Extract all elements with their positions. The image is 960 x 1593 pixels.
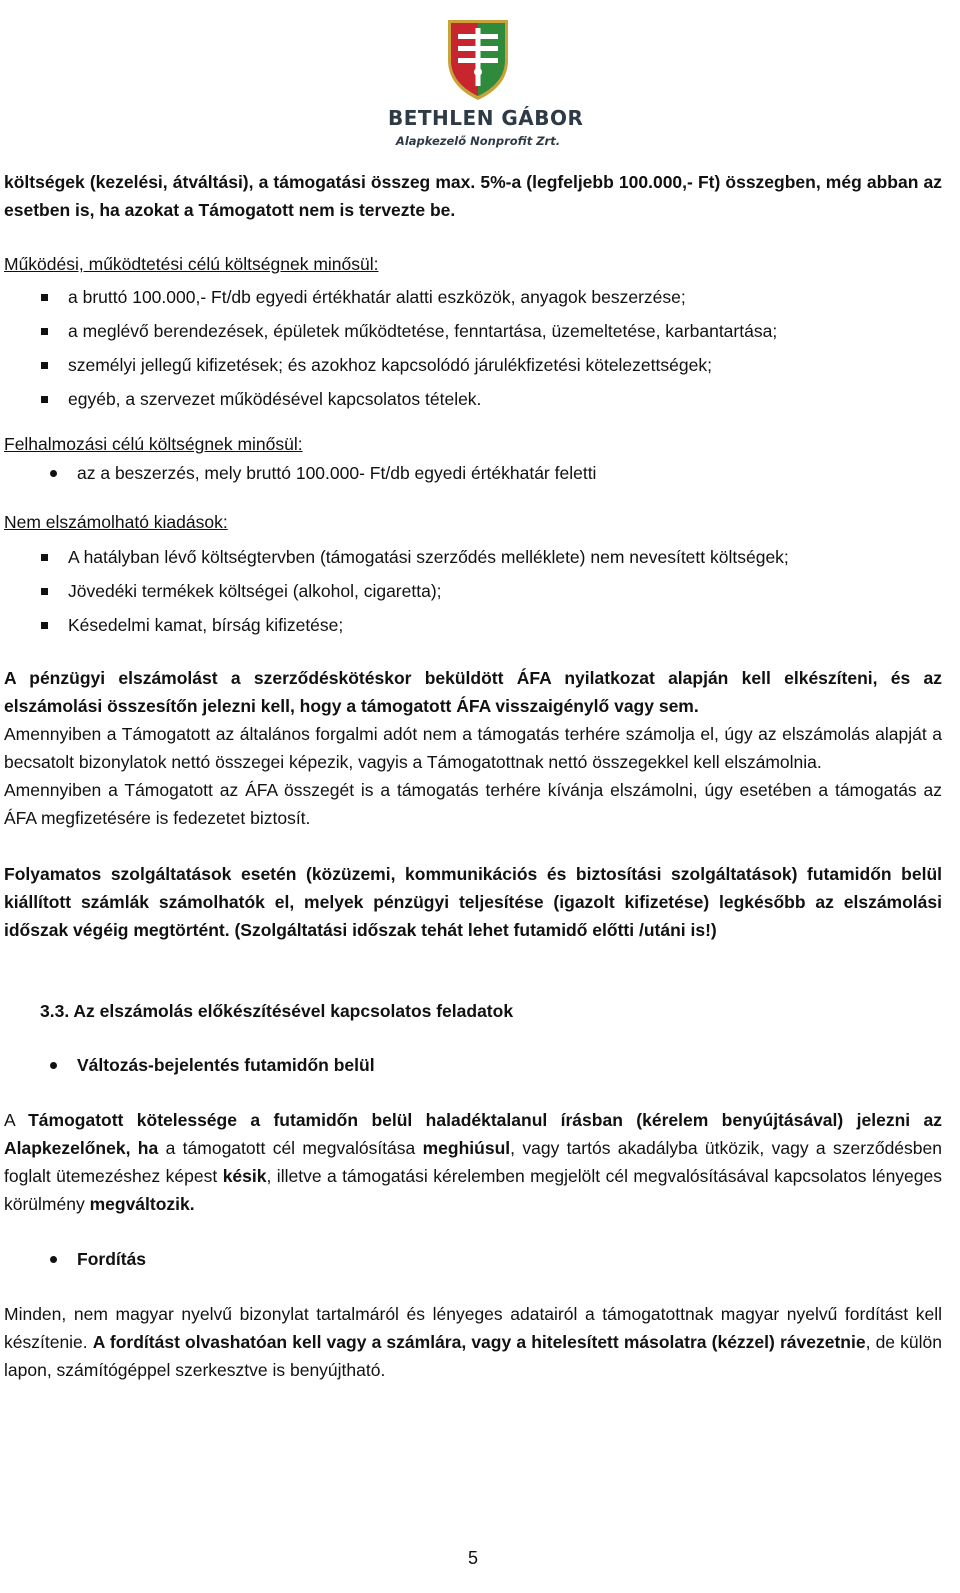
translation-text-3: , de külön lapon, számítógéppel szerkesztve is benyújtható. — [4, 1332, 942, 1380]
change-text-8: megváltozik. — [89, 1194, 195, 1214]
non-eligible-heading: Nem elszámolható kiadások: — [4, 512, 228, 532]
list-item: Jövedéki termékek költségei (alkohol, cigaretta); — [4, 574, 942, 608]
continuous-services-paragraph: Folyamatos szolgáltatások esetén (közüzemi, kommunikációs és biztosítási szolgáltatások) futamidőn belül kiállított számlák számolhatók el, melyek pénzügyi teljesítése (igazolt kifizetése) legkésőbb az elszámolási időszak végéig megtörtént. (Szolgáltatási időszak tehát lehet futamidő előtti /utáni is!) — [4, 864, 942, 940]
translation-heading: Fordítás — [4, 1244, 942, 1274]
list-item: a meglévő berendezések, épületek működtetése, fenntartása, üzemeltetése, karbantartása; — [4, 314, 942, 348]
organization-logo — [388, 14, 584, 156]
intro-paragraph: költségek (kezelési, átváltási), a támogatási összeg max. 5%-a (legfeljebb 100.000,- Ft) összegben, még abban az esetben is, ha azokat a Támogatott nem is tervezte be. — [4, 172, 942, 220]
change-paragraph — [4, 1106, 942, 1218]
accumulation-list — [4, 458, 942, 488]
vat-bold-paragraph: A pénzügyi elszámolást a szerződéskötéskor beküldött ÁFA nyilatkozat alapján kell elkészíteni, és az elszámolási összesítőn jelezni kell, hogy a támogatott ÁFA visszaigénylő vagy sem. — [4, 668, 942, 716]
translation-paragraph — [4, 1300, 942, 1384]
operational-list — [4, 280, 942, 416]
page-number: 5 — [467, 1548, 478, 1568]
vat-paragraph-1: Amennyiben a Támogatott az általános forgalmi adót nem a támogatás terhére számolja el, úgy az elszámolás alapját a becsatolt bizonylatok nettó összegei képezik, vagyis a Támogatottnak nettó összegekkel kell elszámolnia. — [4, 724, 942, 772]
change-text-1: A — [4, 1110, 29, 1130]
section-title: 3.3. Az elszámolás előkészítésével kapcsolatos feladatok — [40, 1001, 514, 1021]
list-item: a bruttó 100.000,- Ft/db egyedi értékhatár alatti eszközök, anyagok beszerzése; — [4, 280, 942, 314]
change-text-5: , vagy tartós akadályba ütközik, vagy a szerződésben foglalt ütemezéshez képest — [4, 1138, 942, 1186]
logo-name: BETHLEN GÁBOR — [388, 106, 584, 130]
change-text-2: Támogatott kötelessége a futamidőn belül haladéktalanul írásban (kérelem benyújtásával) jelezni az Alapkezelőnek, ha — [4, 1110, 942, 1158]
list-item: egyéb, a szervezet működésével kapcsolatos tételek. — [4, 382, 942, 416]
list-item: Késedelmi kamat, bírság kifizetése; — [4, 608, 942, 642]
vat-paragraph-2: Amennyiben a Támogatott az ÁFA összegét is a támogatás terhére kívánja elszámolni, úgy esetében a támogatás az ÁFA megfizetésére is fedezetet biztosít. — [4, 780, 942, 828]
list-item: A hatályban lévő költségtervben (támogatási szerződés melléklete) nem nevesített költségek; — [4, 540, 942, 574]
translation-text-2: A fordítást olvashatóan kell vagy a számlára, vagy a hitelesített másolatra (kézzel) rávezetnie — [92, 1332, 866, 1352]
shield-logo-icon — [388, 14, 568, 104]
change-text-6: késik — [222, 1166, 267, 1186]
translation-text-1: Minden, nem magyar nyelvű bizonylat tartalmáról és lényeges adatairól a támogatottnak magyar nyelvű fordítást kell készítenie. — [4, 1304, 942, 1352]
document-body — [4, 168, 942, 1384]
change-text-7: , illetve a támogatási kérelemben megjelölt cél megvalósításával kapcsolatos lényeges körülmény — [4, 1166, 942, 1214]
accumulation-heading: Felhalmozási célú költségnek minősül: — [4, 434, 303, 454]
list-item: az a beszerzés, mely bruttó 100.000- Ft/db egyedi értékhatár feletti — [4, 458, 942, 488]
change-text-4: meghiúsul — [422, 1138, 511, 1158]
operational-heading: Működési, működtetési célú költségnek minősül: — [4, 254, 379, 274]
logo-subtitle: Alapkezelő Nonprofit Zrt. — [395, 134, 561, 148]
non-eligible-list — [4, 540, 942, 642]
list-item: személyi jellegű kifizetések; és azokhoz kapcsolódó járulékfizetési kötelezettségek; — [4, 348, 942, 382]
change-text-3: a támogatott cél megvalósítása — [158, 1138, 423, 1158]
change-heading: Változás-bejelentés futamidőn belül — [4, 1050, 942, 1080]
